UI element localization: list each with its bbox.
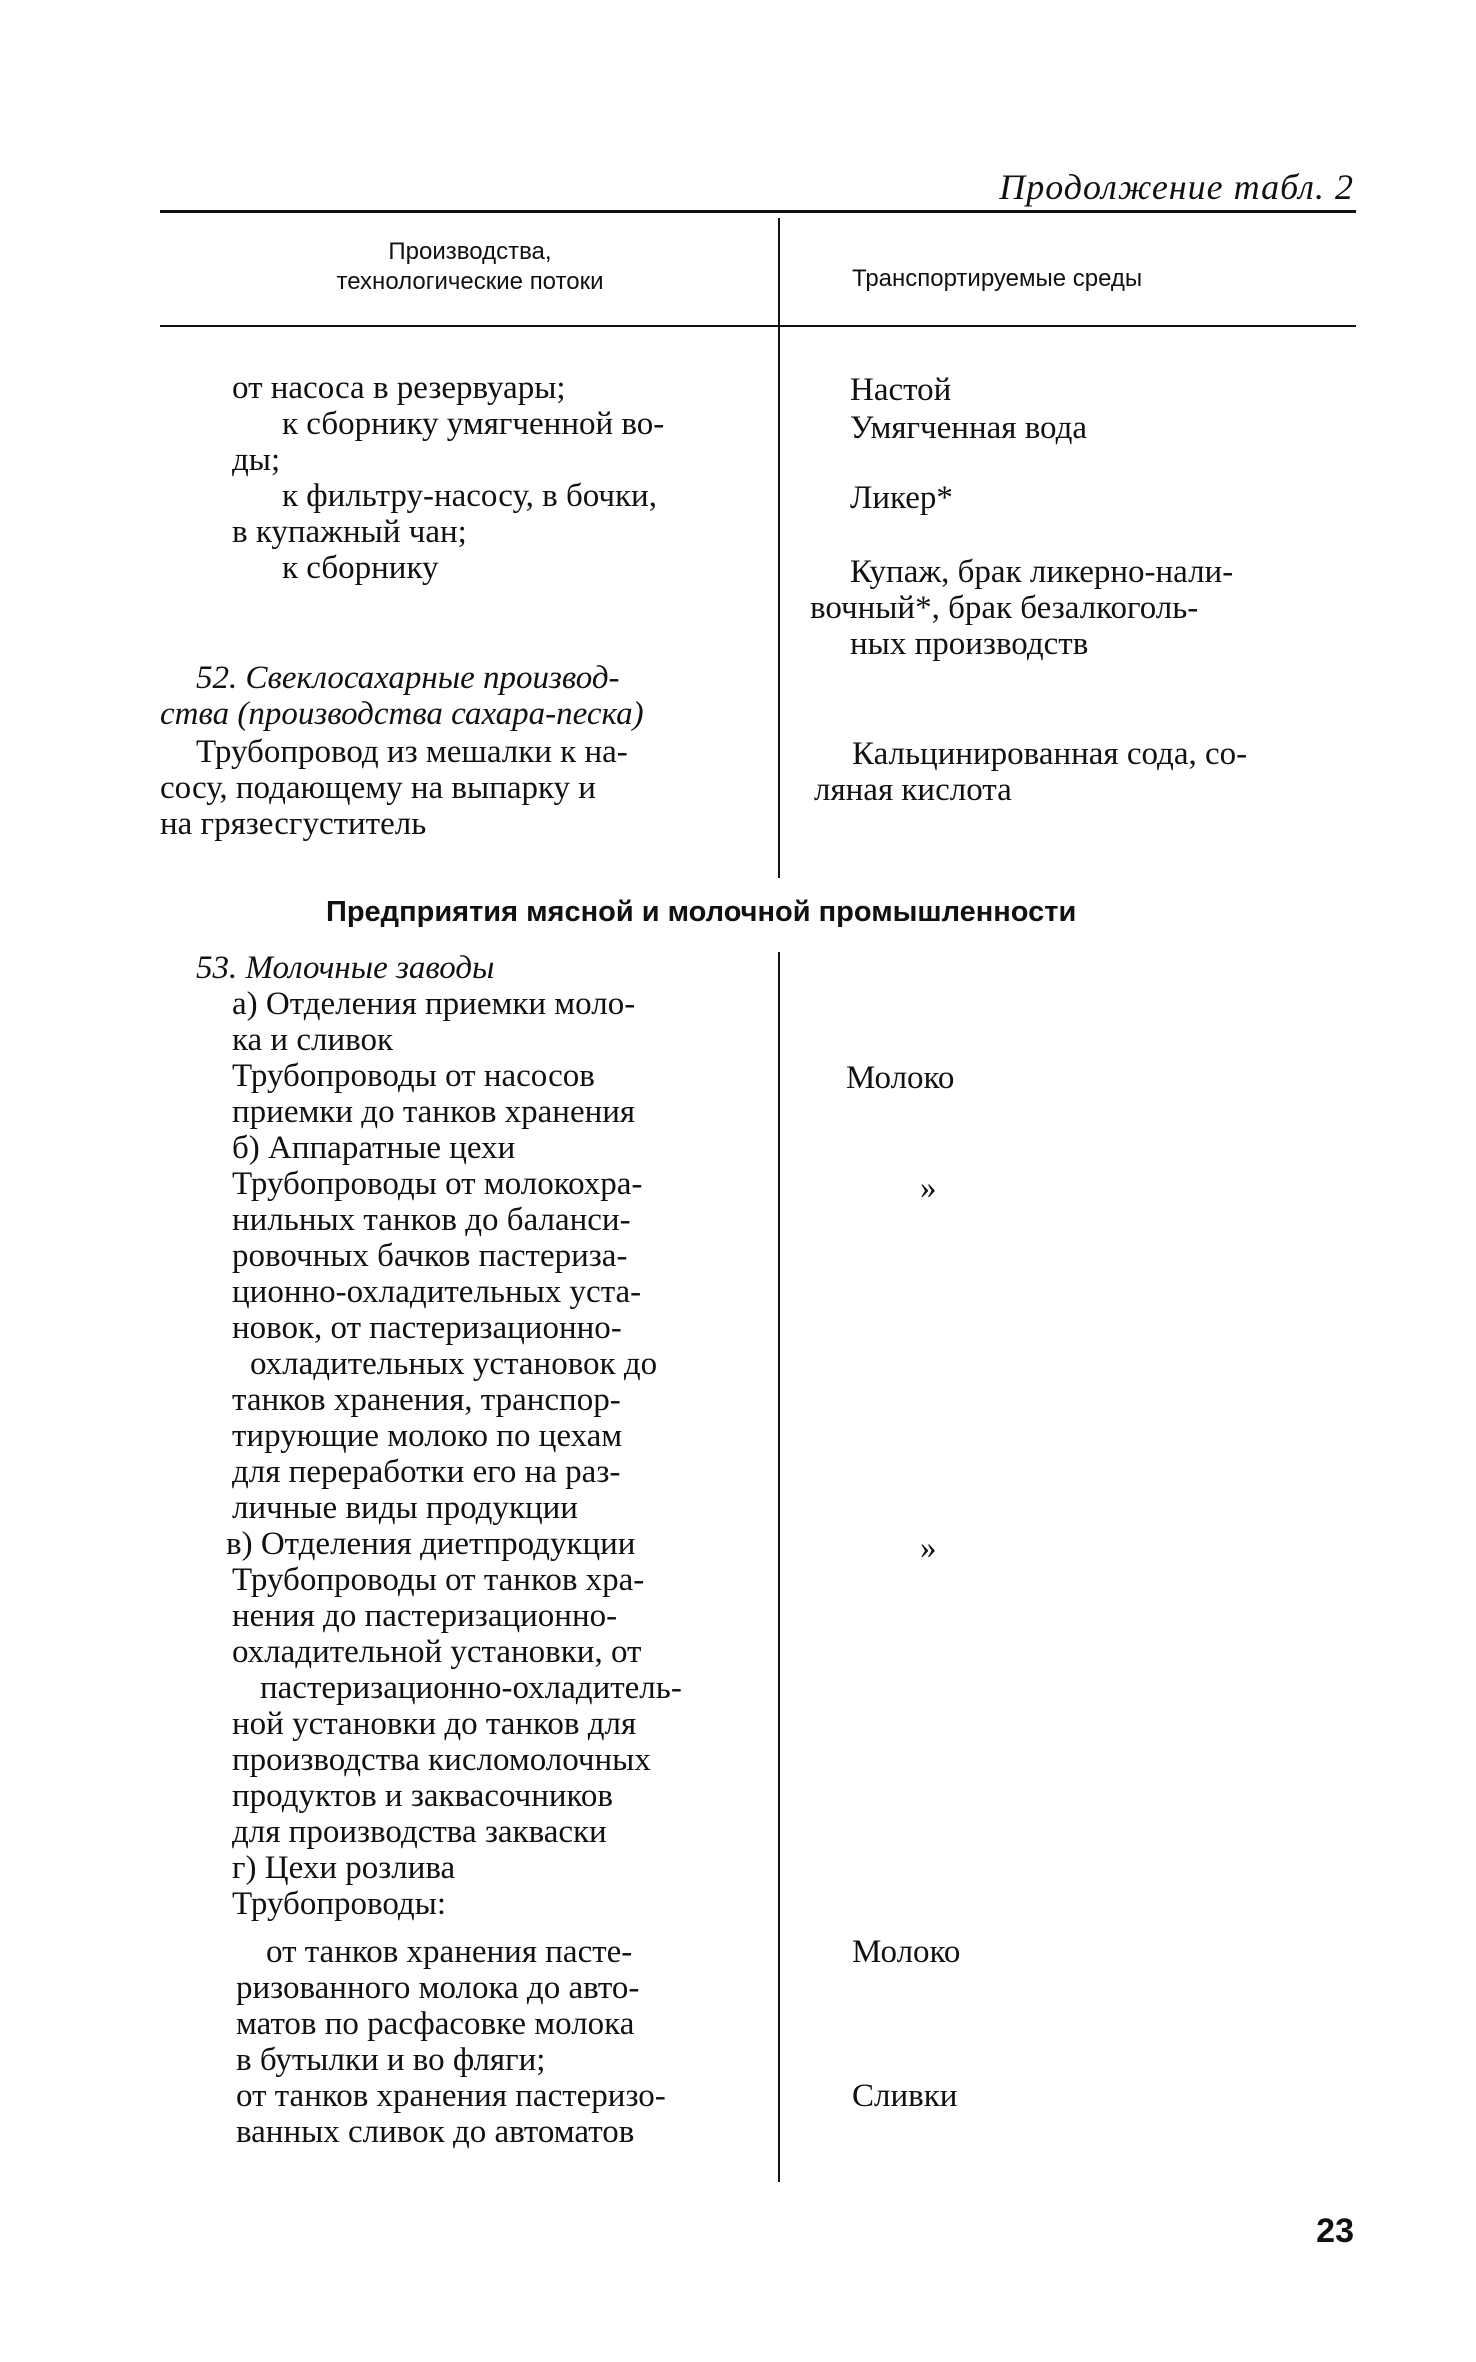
block3-left-line: матов по расфасовке молока [236, 2006, 635, 2042]
block3-left-line: г) Цехи розлива [232, 1850, 456, 1886]
block3-right-value: Сливки [852, 2078, 958, 2114]
block3-left-line: нильных танков до баланси- [232, 1202, 631, 1238]
block3-left-line: нения до пастеризационно- [232, 1598, 618, 1634]
block3-title: 53. Молочные заводы [196, 950, 495, 986]
column-divider-lower [778, 952, 780, 2182]
block3-left-line: для переработки его на раз- [232, 1454, 621, 1490]
block3-left-line: а) Отделения приемки моло- [232, 986, 636, 1022]
block1-left-line: ды; [232, 442, 281, 478]
block3-left-line: ризованного молока до авто- [236, 1970, 640, 2006]
block1-left-line: к сборнику умягченной во- [282, 406, 665, 442]
header-bottom-rule [160, 325, 1356, 327]
block3-left-line: б) Аппаратные цехи [232, 1130, 516, 1166]
block3-left-line: личные виды продукции [232, 1490, 578, 1526]
block3-left-line: продуктов и заквасочников [232, 1778, 613, 1814]
block3-left-line: пастеризационно-охладитель- [260, 1670, 682, 1706]
block3-right-value: Молоко [846, 1060, 955, 1096]
block2-right-line: ляная кислота [814, 772, 1012, 808]
block1-right-line: Купаж, брак ликерно-нали- [850, 554, 1234, 590]
block3-left-line: танков хранения, транспор- [232, 1382, 621, 1418]
block3-left-line: ванных сливок до автоматов [236, 2114, 635, 2150]
block1-right-line: Ликер* [850, 480, 953, 516]
block2-title-line2: ства (производства сахара-песка) [160, 696, 644, 732]
block2-right-line: Кальцинированная сода, со- [852, 736, 1248, 772]
block1-left-line: от насоса в резервуары; [232, 370, 566, 406]
block1-right-line: вочный*, брак безалкоголь- [810, 590, 1199, 626]
block3-left-line: тирующие молоко по цехам [232, 1418, 623, 1454]
block3-left-line: от танков хранения пасте- [266, 1934, 633, 1970]
block3-left-line: от танков хранения пастеризо- [236, 2078, 666, 2114]
block3-left-line: охладительной установки, от [232, 1634, 642, 1670]
header-col1 [230, 237, 710, 297]
block1-left-line: к сборнику [282, 550, 439, 586]
block3-left-line: Трубопроводы от танков хра- [232, 1562, 645, 1598]
block1-left-line: к фильтру-насосу, в бочки, [282, 478, 657, 514]
page-number: 23 [1316, 2212, 1354, 2250]
block3-left-line: новок, от пастеризационно- [232, 1310, 622, 1346]
block3-left-line: Трубопроводы от насосов [232, 1058, 595, 1094]
block1-right-line: Настой [850, 372, 952, 408]
block2-left-line: сосу, подающему на выпарку и [160, 770, 596, 806]
block3-left-line: в) Отделения диетпродукции [226, 1526, 636, 1562]
block3-left-line: производства кисломолочных [232, 1742, 651, 1778]
column-divider-upper [778, 218, 780, 878]
block1-left-line: в купажный чан; [232, 514, 467, 550]
block3-left-line: приемки до танков хранения [232, 1094, 636, 1130]
block1-right-line: Умягченная вода [850, 410, 1088, 446]
block3-left-line: ка и сливок [232, 1022, 394, 1058]
block2-title-line1: 52. Свеклосахарные производ- [196, 660, 620, 696]
block2-left-line: Трубопровод из мешалки к на- [196, 734, 628, 770]
block3-right-ditto: » [920, 1530, 937, 1566]
header-col2: Транспортируемые среды [852, 265, 1143, 292]
block3-left-line: ной установки до танков для [232, 1706, 637, 1742]
block3-left-line: для производства закваски [232, 1814, 607, 1850]
block3-left-line: ционно-охладительных уста- [232, 1274, 642, 1310]
table-top-rule [160, 210, 1356, 213]
table-continuation-label: Продолжение табл. 2 [999, 167, 1354, 207]
block3-left-line: ровочных бачков пастериза- [232, 1238, 628, 1274]
block3-right-ditto: » [920, 1170, 937, 1206]
block3-left-line: в бутылки и во фляги; [236, 2042, 546, 2078]
block3-right-value: Молоко [852, 1934, 961, 1970]
block1-right-line: ных производств [850, 626, 1089, 662]
block3-left-line: охладительных установок до [250, 1346, 658, 1382]
header-col1-line2: технологические потоки [336, 268, 604, 295]
header-col1-line1: Производства, [388, 238, 552, 265]
block3-left-line: Трубопроводы: [232, 1886, 447, 1922]
block3-left-line: Трубопроводы от молокохра- [232, 1166, 643, 1202]
section-title: Предприятия мясной и молочной промышленности [326, 896, 1077, 928]
block2-left-line: на грязесгуститель [160, 806, 427, 842]
